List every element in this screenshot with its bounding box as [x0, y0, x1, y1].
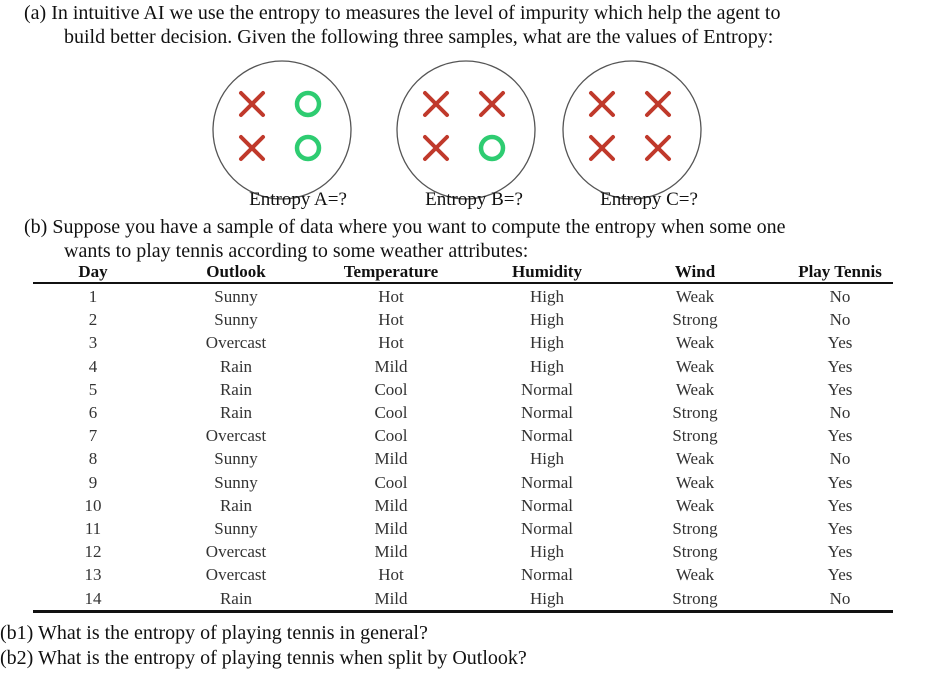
question-b2: (b2) What is the entropy of playing tennis when split by Outlook?	[0, 647, 527, 669]
temperature-cell: Mild	[374, 519, 408, 538]
day-cell: 4	[88, 356, 98, 376]
humidity-cell: Normal	[521, 495, 573, 515]
part-b-line-2: wants to play tennis according to some weather attributes:	[64, 240, 529, 262]
x-mark-icon	[647, 93, 669, 115]
wind-cell: Strong	[672, 403, 718, 422]
part-a-line-2: build better decision. Given the following three samples, what are the values of Entropy:	[64, 26, 774, 48]
humidity-cell: Normal	[521, 519, 573, 538]
part-b-line-1: (b) Suppose you have a sample of data where you want to compute the entropy when some one	[24, 216, 786, 238]
outlook-cell: Rain	[219, 379, 253, 399]
wind-cell: Weak	[675, 379, 715, 399]
outlook-cell: Overcast	[205, 542, 267, 562]
play-tennis-cell: Yes	[827, 542, 853, 562]
temperature-cell: Hot	[378, 310, 404, 330]
temperature-cell: Cool	[374, 426, 408, 446]
humidity-cell: Normal	[521, 426, 573, 446]
temperature-cell: Mild	[374, 495, 408, 515]
play-tennis-cell: Yes	[827, 356, 853, 376]
outlook-cell: Rain	[219, 495, 253, 515]
header-wind: Wind	[674, 262, 716, 281]
play-tennis-cell: Yes	[827, 426, 853, 446]
wind-cell: Weak	[675, 287, 715, 306]
day-cell: 9	[88, 472, 98, 492]
play-tennis-cell: No	[829, 588, 851, 608]
outlook-cell: Sunny	[214, 287, 258, 306]
day-cell: 5	[88, 379, 98, 399]
play-tennis-cell: Yes	[827, 495, 853, 515]
play-tennis-cell: Yes	[827, 565, 853, 585]
wind-cell: Strong	[672, 519, 718, 538]
humidity-cell: Normal	[521, 379, 573, 399]
header-humidity: Humidity	[512, 262, 582, 281]
play-tennis-cell: No	[829, 310, 851, 330]
outlook-cell: Overcast	[205, 565, 267, 585]
day-cell: 6	[88, 403, 98, 422]
x-mark-icon	[591, 137, 613, 159]
humidity-cell: Normal	[521, 472, 573, 492]
wind-cell: Strong	[672, 588, 718, 608]
o-mark-icon	[297, 137, 319, 159]
outlook-cell: Overcast	[205, 426, 267, 446]
play-tennis-cell: No	[829, 403, 851, 422]
wind-cell: Weak	[675, 333, 715, 353]
outlook-cell: Rain	[219, 588, 253, 608]
wind-cell: Weak	[675, 495, 715, 515]
humidity-cell: High	[530, 588, 564, 608]
day-cell: 10	[84, 495, 102, 515]
x-mark-icon	[241, 137, 263, 159]
table-top-rule	[33, 282, 893, 284]
play-tennis-cell: Yes	[827, 379, 853, 399]
day-cell: 11	[84, 519, 102, 538]
humidity-cell: High	[530, 287, 564, 306]
day-cell: 13	[84, 565, 102, 585]
humidity-cell: Normal	[521, 403, 573, 422]
x-mark-icon	[481, 93, 503, 115]
temperature-cell: Hot	[378, 565, 404, 585]
day-cell: 2	[88, 310, 98, 330]
humidity-cell: High	[530, 310, 564, 330]
temperature-cell: Mild	[374, 356, 408, 376]
play-tennis-cell: No	[829, 449, 851, 469]
outlook-cell: Sunny	[214, 449, 258, 469]
temperature-cell: Mild	[374, 449, 408, 469]
temperature-cell: Mild	[374, 542, 408, 562]
temperature-cell: Hot	[378, 333, 404, 353]
wind-cell: Weak	[675, 356, 715, 376]
outlook-cell: Rain	[219, 403, 253, 422]
temperature-cell: Cool	[374, 472, 408, 492]
temperature-cell: Cool	[374, 403, 408, 422]
outlook-cell: Sunny	[214, 472, 258, 492]
wind-cell: Weak	[675, 472, 715, 492]
outlook-cell: Rain	[219, 356, 253, 376]
play-tennis-cell: Yes	[827, 333, 853, 353]
humidity-cell: High	[530, 449, 564, 469]
humidity-cell: Normal	[521, 565, 573, 585]
o-mark-icon	[481, 137, 503, 159]
question-b1: (b1) What is the entropy of playing tennis in general?	[0, 622, 428, 644]
header-temperature: Temperature	[343, 262, 439, 281]
outlook-cell: Sunny	[214, 519, 258, 538]
humidity-cell: High	[530, 356, 564, 376]
sample-circle	[397, 61, 535, 199]
wind-cell: Weak	[675, 565, 715, 585]
temperature-cell: Hot	[378, 287, 404, 306]
wind-cell: Weak	[675, 449, 715, 469]
day-cell: 12	[84, 542, 102, 562]
x-mark-icon	[241, 93, 263, 115]
x-mark-icon	[425, 137, 447, 159]
day-cell: 14	[84, 588, 102, 608]
wind-cell: Strong	[672, 310, 718, 330]
part-a-line-1: (a) In intuitive AI we use the entropy to measures the level of impurity which help the agent to	[24, 2, 781, 24]
header-play-tennis: Play Tennis	[798, 262, 882, 281]
sample-circle	[563, 61, 701, 199]
play-tennis-cell: Yes	[827, 519, 853, 538]
day-cell: 1	[88, 287, 98, 306]
header-day: Day	[78, 262, 108, 281]
outlook-cell: Sunny	[214, 310, 258, 330]
x-mark-icon	[647, 137, 669, 159]
entropy-label: Entropy A=?	[249, 189, 347, 210]
wind-cell: Strong	[672, 426, 718, 446]
humidity-cell: High	[530, 333, 564, 353]
temperature-cell: Cool	[374, 379, 408, 399]
sample-circle	[213, 61, 351, 199]
day-cell: 7	[88, 426, 98, 446]
entropy-label: Entropy C=?	[600, 189, 698, 210]
wind-cell: Strong	[672, 542, 718, 562]
temperature-cell: Mild	[374, 588, 408, 608]
entropy-label: Entropy B=?	[425, 189, 523, 210]
humidity-cell: High	[530, 542, 564, 562]
day-cell: 3	[88, 333, 98, 353]
x-mark-icon	[425, 93, 447, 115]
play-tennis-cell: Yes	[827, 472, 853, 492]
table-bottom-rule	[33, 610, 893, 613]
day-cell: 8	[88, 449, 98, 469]
o-mark-icon	[297, 93, 319, 115]
header-outlook: Outlook	[206, 262, 266, 281]
play-tennis-cell: No	[829, 287, 851, 306]
outlook-cell: Overcast	[205, 333, 267, 353]
x-mark-icon	[591, 93, 613, 115]
